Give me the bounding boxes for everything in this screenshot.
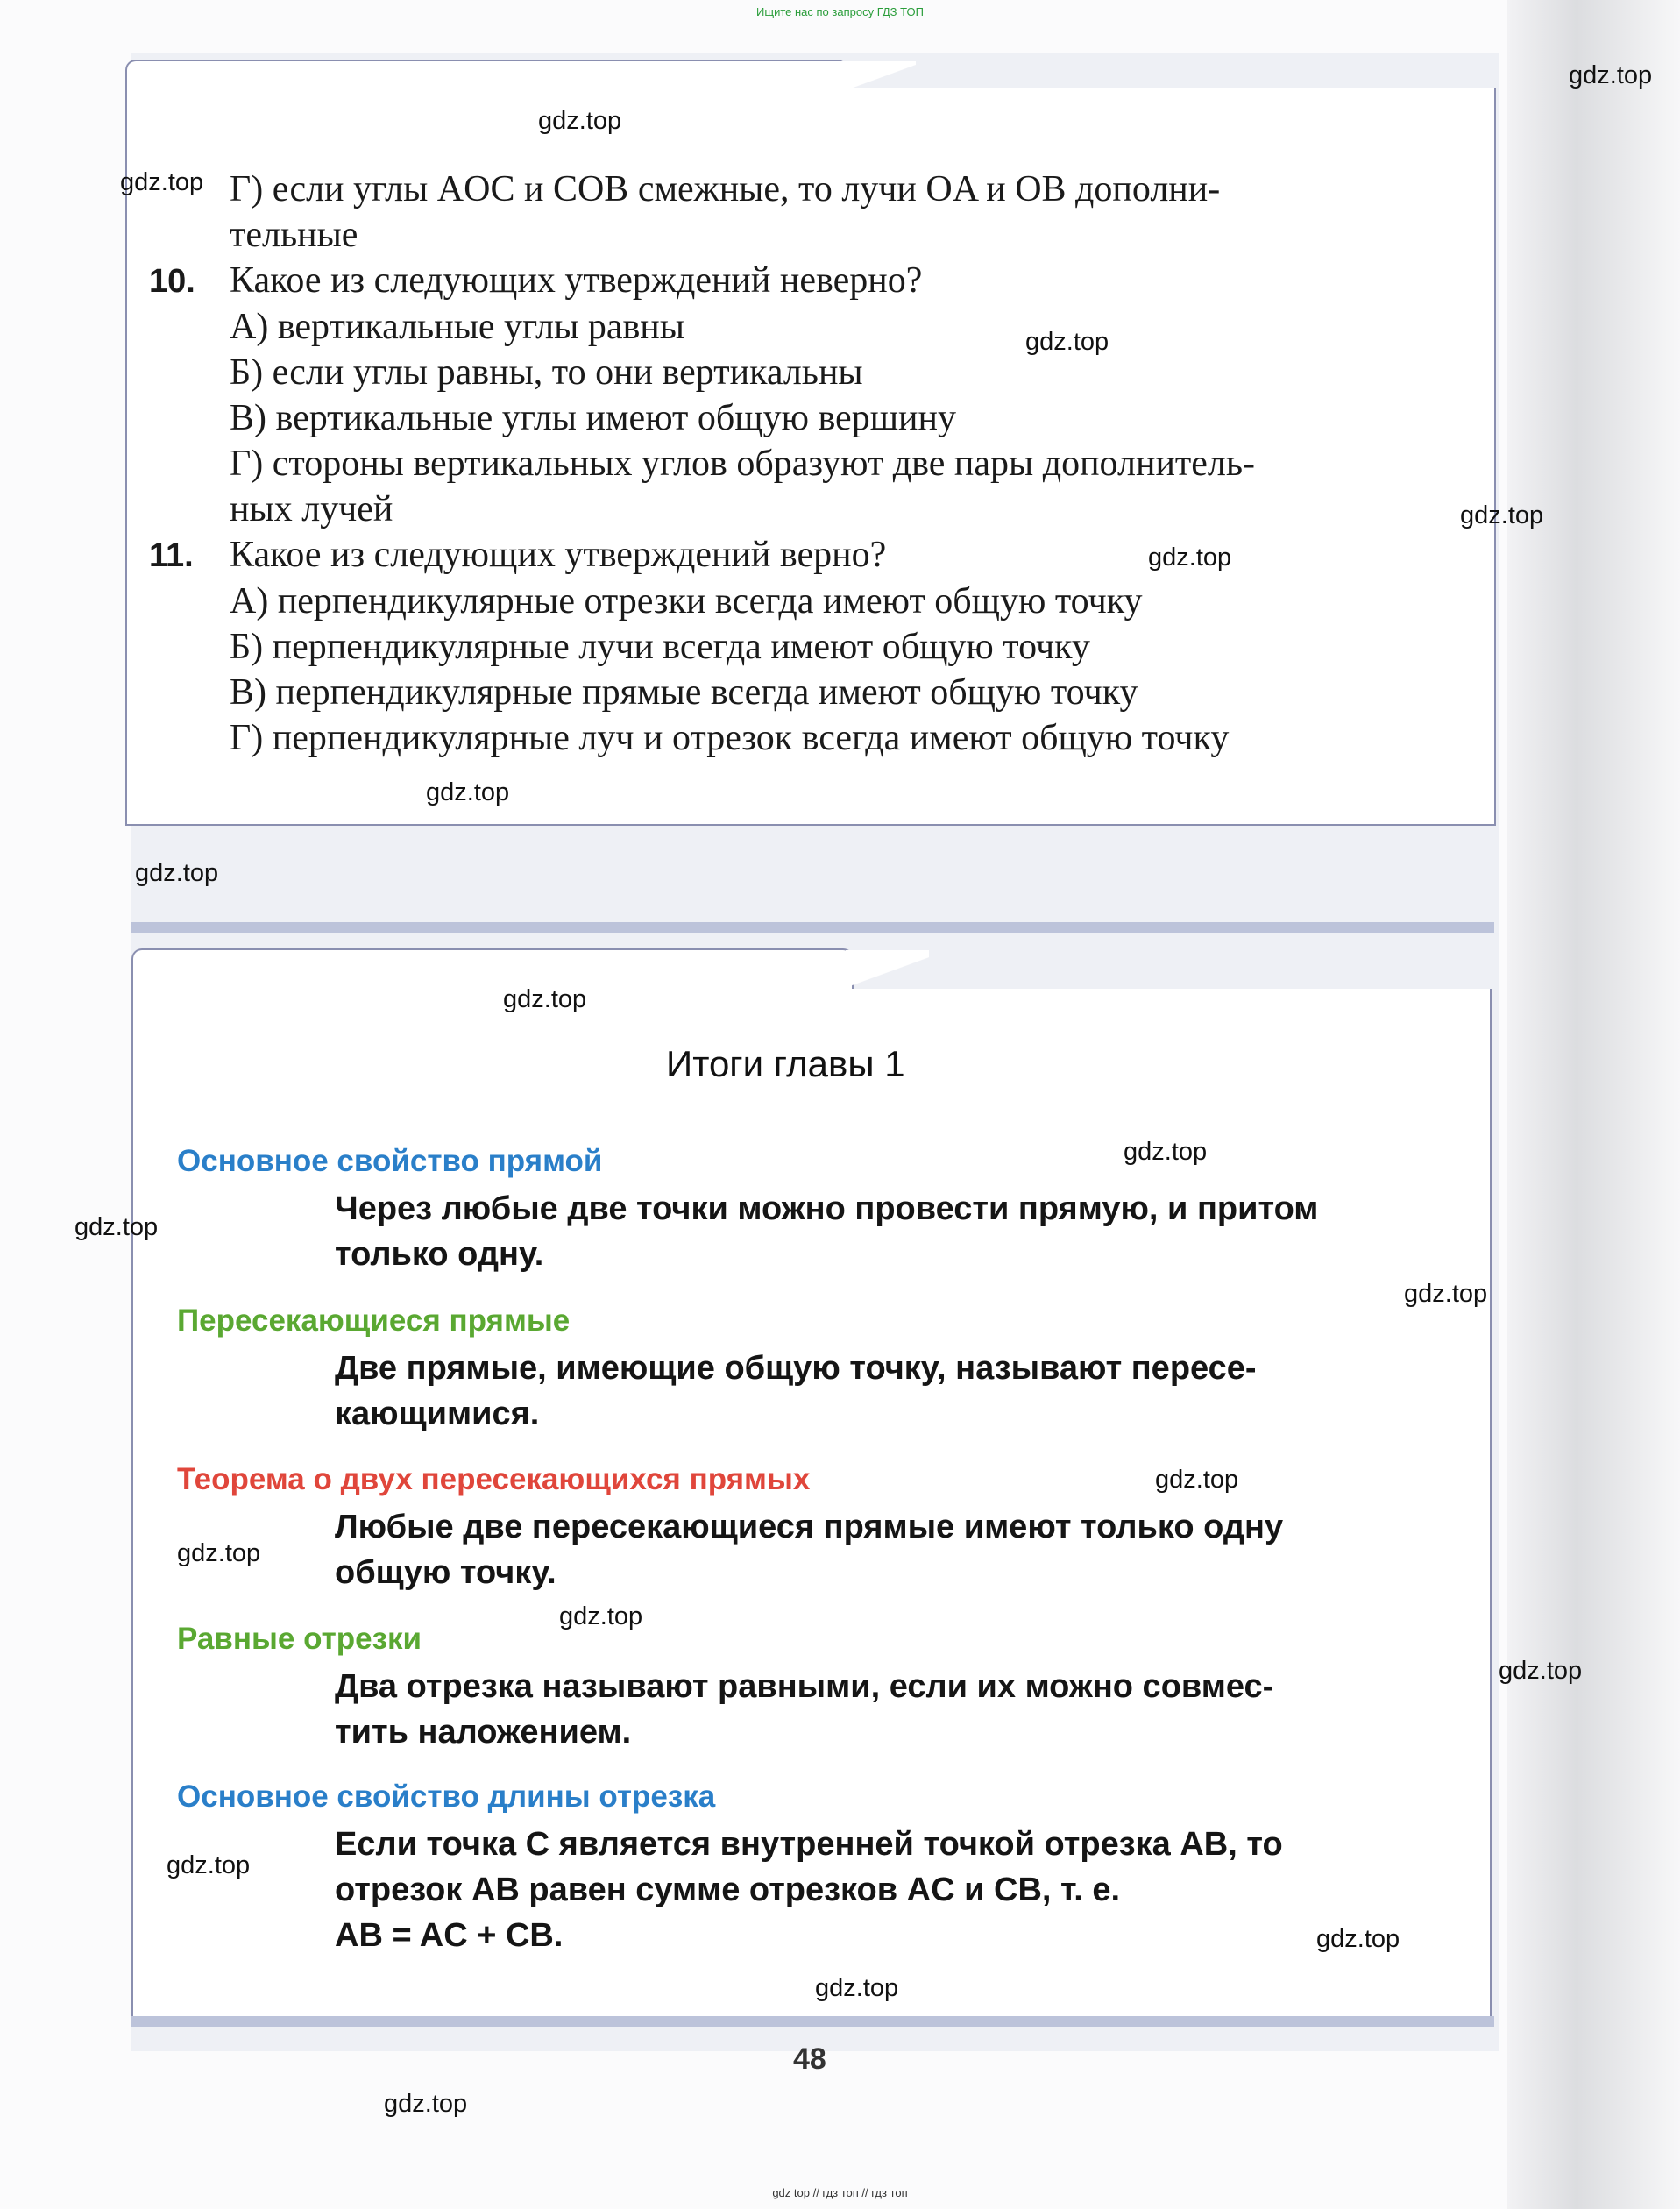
summary-bottom-band (131, 2016, 1494, 2027)
section-line: кающимися. (335, 1396, 540, 1432)
section-body (335, 1504, 1448, 1595)
watermark: gdz.top (1460, 501, 1544, 529)
question-10 (149, 258, 1464, 304)
section-heading: Основное свойство прямой (177, 1144, 603, 1178)
q11-answer-g: Г) перпендикулярные луч и отрезок всегда имеют общую точку (230, 718, 1230, 758)
watermark: gdz.top (177, 1539, 261, 1567)
q11-answer-v: В) перпендикулярные прямые всегда имеют общую точку (230, 672, 1138, 713)
section-body (335, 1664, 1448, 1755)
q10-answer-a: А) вертикальные углы равны (230, 307, 684, 347)
watermark: gdz.top (1025, 328, 1109, 356)
q11-answer-a: А) перпендикулярные отрезки всегда имеют общую точку (230, 581, 1143, 622)
watermark: gdz.top (167, 1851, 251, 1879)
section-body (335, 1186, 1448, 1277)
q9-answer-g-continuation: тельные (230, 215, 358, 255)
section-body (335, 1346, 1448, 1437)
questions-list (149, 167, 1464, 761)
question-number: 10. (149, 263, 195, 300)
section-heading: Равные отрезки (177, 1622, 422, 1656)
section-line: AB = AC + CB. (335, 1917, 564, 1954)
section-heading: Пересекающиеся прямые (177, 1303, 571, 1338)
q10-answer-g: Г) стороны вертикальных углов образуют две пары дополнитель- (230, 444, 1256, 484)
question-text: Какое из следующих утверждений неверно? (230, 260, 923, 301)
watermark: gdz.top (1499, 1657, 1583, 1685)
section-heading: Теорема о двух пересекающихся прямых (177, 1462, 811, 1496)
section-line: только одну. (335, 1236, 544, 1273)
watermark: gdz.top (120, 168, 204, 196)
q10-answer-v: В) вертикальные углы имеют общую вершину (230, 398, 956, 438)
q11-answer-b: Б) перпендикулярные лучи всегда имеют общую точку (230, 627, 1090, 667)
section-line: Через любые две точки можно провести прямую, и притом (335, 1190, 1319, 1227)
watermark: gdz.top (426, 778, 510, 806)
watermark: gdz.top (1155, 1466, 1239, 1494)
chapter-summary-title: Итоги главы 1 (666, 1043, 905, 1084)
top-search-link[interactable]: Ищите нас по запросу ГДЗ ТОП (756, 5, 924, 18)
watermark: gdz.top (503, 985, 587, 1013)
watermark: gdz.top (1316, 1925, 1400, 1953)
section-heading: Основное свойство длины отрезка (177, 1779, 716, 1814)
watermark: gdz.top (384, 2090, 468, 2118)
question-11 (149, 532, 1464, 579)
question-text: Какое из следующих утверждений верно? (230, 535, 887, 575)
section-line: тить наложением. (335, 1714, 632, 1751)
watermark: gdz.top (815, 1974, 899, 2002)
watermark: gdz.top (1569, 61, 1653, 89)
watermark: gdz.top (74, 1213, 159, 1241)
page-fold-shadow (1507, 0, 1680, 2209)
section-line: Две прямые, имеющие общую точку, называют пересе- (335, 1350, 1257, 1387)
page-number: 48 (793, 2042, 826, 2076)
section-line: общую точку. (335, 1554, 556, 1591)
q10-answer-b: Б) если углы равны, то они вертикальны (230, 352, 863, 393)
section-line: Любые две пересекающиеся прямые имеют только одну (335, 1509, 1284, 1545)
watermark: gdz.top (538, 107, 622, 135)
summary-panel-tab-edge (846, 950, 929, 994)
watermark: gdz.top (135, 859, 219, 887)
q9-answer-g: Г) если углы AOC и COB смежные, то лучи OA и OB дополни- (230, 169, 1221, 210)
watermark: gdz.top (1404, 1280, 1488, 1308)
section-line: отрезок AB равен сумме отрезков AC и CB, т. е. (335, 1872, 1121, 1908)
watermark: gdz.top (559, 1602, 643, 1630)
watermark: gdz.top (1148, 543, 1232, 572)
q10-answer-g-continuation: ных лучей (230, 489, 393, 529)
watermark: gdz.top (1124, 1138, 1208, 1166)
summary-top-band (131, 922, 1494, 933)
section-line: Два отрезка называют равными, если их можно совмес- (335, 1668, 1274, 1705)
section-body (335, 1822, 1448, 1958)
bottom-links[interactable]: gdz top // гдз топ // гдз топ (772, 2186, 908, 2199)
question-number: 11. (149, 537, 194, 574)
section-line: Если точка C является внутренней точкой отрезка AB, то (335, 1826, 1283, 1863)
